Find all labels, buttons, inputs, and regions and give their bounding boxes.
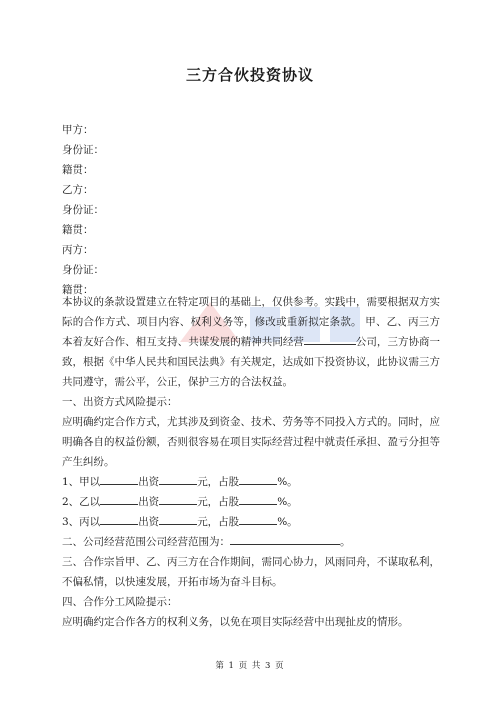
intro-text-2: 公司，三方协商一致，根据《中华人民共和国民法典》有关规定，达成如下投资协议，此协议需三方共同遵守，需公平，公正，保护三方的合法权益。 xyxy=(62,336,441,388)
section-1-text: 应明确约定合作方式，尤其涉及到资金、技术、劳务等不同投入方式的。同时，应明确各自的权益份额，否则很容易在项目实际经营过程中就责任承担、盈亏分担等产生纠纷。 xyxy=(62,416,440,468)
contribution-amount-blank xyxy=(159,492,197,505)
section-4-heading: 四、合作分工风险提示： xyxy=(62,596,178,608)
party-info-list xyxy=(62,120,104,300)
document-body xyxy=(62,292,440,632)
contribution-row: 3、丙以 出资 元，占股 %。 xyxy=(62,512,440,532)
party-a-origin-label: 籍贯： xyxy=(62,164,94,176)
party-c-label: 丙方： xyxy=(62,244,94,256)
contribution-amount-blank xyxy=(159,512,197,525)
share-percent-blank xyxy=(239,492,277,505)
page-number-footer: 第 1 页 共 3 页 xyxy=(215,661,285,671)
party-a-id-label: 身份证： xyxy=(62,144,104,156)
section-3-text: 三、合作宗旨甲、乙、丙三方在合作期间，需同心协力，风雨同舟，不谋取私利，不偏私情，以快速发展，开拓市场为奋斗目标。 xyxy=(62,556,440,588)
section-2-heading: 二、公司经营范围公司经营范围为： xyxy=(62,536,230,548)
contribution-method-blank xyxy=(100,492,138,505)
section-1-heading: 一、出资方式风险提示： xyxy=(62,396,178,408)
section-2-line: 二、公司经营范围公司经营范围为： 。 xyxy=(62,532,440,552)
contribution-amount-blank xyxy=(159,472,197,485)
party-b-label: 乙方： xyxy=(62,184,94,196)
party-b-id-label: 身份证： xyxy=(62,204,104,216)
company-name-blank xyxy=(304,332,356,345)
party-c-id-label: 身份证： xyxy=(62,264,104,276)
party-b-origin-label: 籍贯： xyxy=(62,224,94,236)
party-c-origin-label: 籍贯： xyxy=(62,284,94,296)
contribution-row: 1、甲以 出资 元，占股 %。 xyxy=(62,472,440,492)
intro-paragraph xyxy=(62,292,440,392)
party-a-label: 甲方： xyxy=(62,124,94,136)
contribution-method-blank xyxy=(100,472,138,485)
intro-text-1: 本协议的条款设置建立在特定项目的基础上，仅供参考。实践中，需要根据双方实际的合作方式、项目内容、权利义务等，修改或重新拟定条款。 甲、乙、丙三方本着友好合作、相互支持、共谋发展的精神共同经营 xyxy=(62,296,440,348)
document-title: 三方合伙投资协议 xyxy=(185,66,314,84)
share-percent-blank xyxy=(239,512,277,525)
contribution-row: 2、乙以 出资 元，占股 %。 xyxy=(62,492,440,512)
business-scope-blank xyxy=(230,532,340,545)
section-4-text: 应明确约定合作各方的权利义务，以免在项目实际经营中出现扯皮的情形。 xyxy=(62,616,409,628)
contribution-method-blank xyxy=(100,512,138,525)
share-percent-blank xyxy=(239,472,277,485)
